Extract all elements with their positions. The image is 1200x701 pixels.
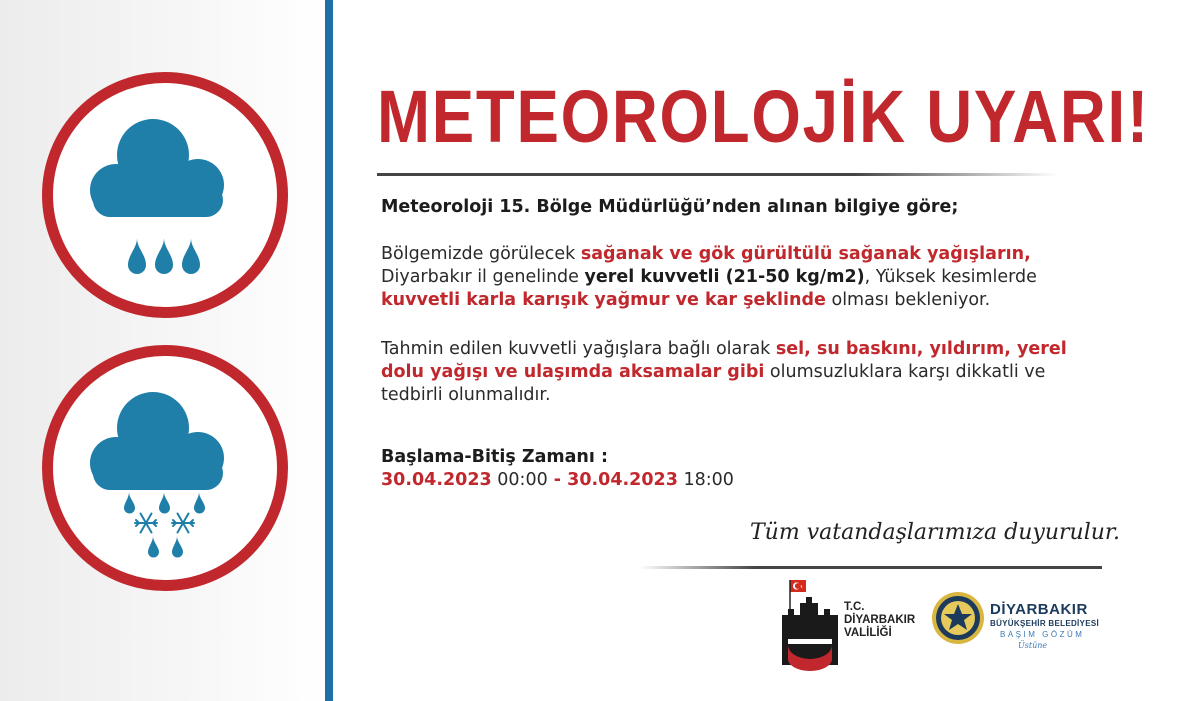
p1-text-3: , Yüksek kesimlerde xyxy=(864,267,1037,287)
sleet-cloud-icon xyxy=(53,356,277,580)
blue-divider-bar xyxy=(325,0,333,701)
p1-highlight-2: kuvvetli karla karışık yağmur ve kar şeklinde xyxy=(381,290,826,310)
closing-divider xyxy=(640,566,1102,569)
start-time: 00:00 xyxy=(491,470,548,490)
p1-text-2: Diyarbakır il genelinde xyxy=(381,267,585,287)
p1-text-1: Bölgemizde görülecek xyxy=(381,244,581,264)
p2-text-2: olumsuzluklara karşı dikkatli ve xyxy=(764,362,1046,382)
valilik-line-3: VALİLİĞİ xyxy=(844,627,892,639)
date-separator: - xyxy=(547,470,568,490)
paragraph-2 xyxy=(381,338,1141,407)
p1-text-4: olması bekleniyor. xyxy=(825,290,991,310)
p2-text-1: Tahmin edilen kuvvetli yağışlara bağlı olarak xyxy=(381,339,776,359)
valilik-line-1: T.C. xyxy=(844,601,865,613)
rain-icon-circle xyxy=(42,72,288,318)
time-block xyxy=(381,446,1141,492)
paragraph-1 xyxy=(381,243,1141,312)
title-divider xyxy=(377,173,1057,176)
sleet-icon-circle xyxy=(42,345,288,591)
start-date: 30.04.2023 xyxy=(381,470,492,490)
rain-cloud-icon xyxy=(53,83,277,307)
time-label: Başlama-Bitiş Zamanı : xyxy=(381,447,608,467)
page-title: METEOROLOJİK UYARI! xyxy=(377,75,1150,158)
belediye-motto: BAŞIM GÖZÜM xyxy=(1000,630,1085,639)
valilik-logo-text xyxy=(844,601,915,640)
p2-highlight-1: sel, su baskını, yıldırım, yerel xyxy=(775,339,1067,359)
p1-highlight-1: sağanak ve gök gürültülü sağanak yağışların, xyxy=(580,244,1031,264)
p2-highlight-2: dolu yağışı ve ulaşımda aksamalar gibi xyxy=(381,362,765,382)
closing-note: Tüm vatandaşlarımıza duyurulur. xyxy=(750,520,1120,545)
intro-line: Meteoroloji 15. Bölge Müdürlüğü’nden alınan bilgiye göre; xyxy=(381,197,959,217)
end-date: 30.04.2023 xyxy=(567,470,678,490)
belediye-signature: Üstüne xyxy=(1018,641,1048,650)
valilik-line-2: DİYARBAKIR xyxy=(844,614,916,626)
p1-bold-1: yerel kuvvetli (21-50 kg/m2) xyxy=(584,267,865,287)
end-time: 18:00 xyxy=(677,470,734,490)
belediye-emblem-icon xyxy=(930,590,986,646)
belediye-name: DİYARBAKIR xyxy=(990,601,1088,618)
p2-text-3: tedbirli olunmalıdır. xyxy=(381,385,551,405)
belediye-subtitle: BÜYÜKŞEHİR BELEDİYESİ xyxy=(990,619,1099,628)
snowflake-icon xyxy=(135,514,194,533)
